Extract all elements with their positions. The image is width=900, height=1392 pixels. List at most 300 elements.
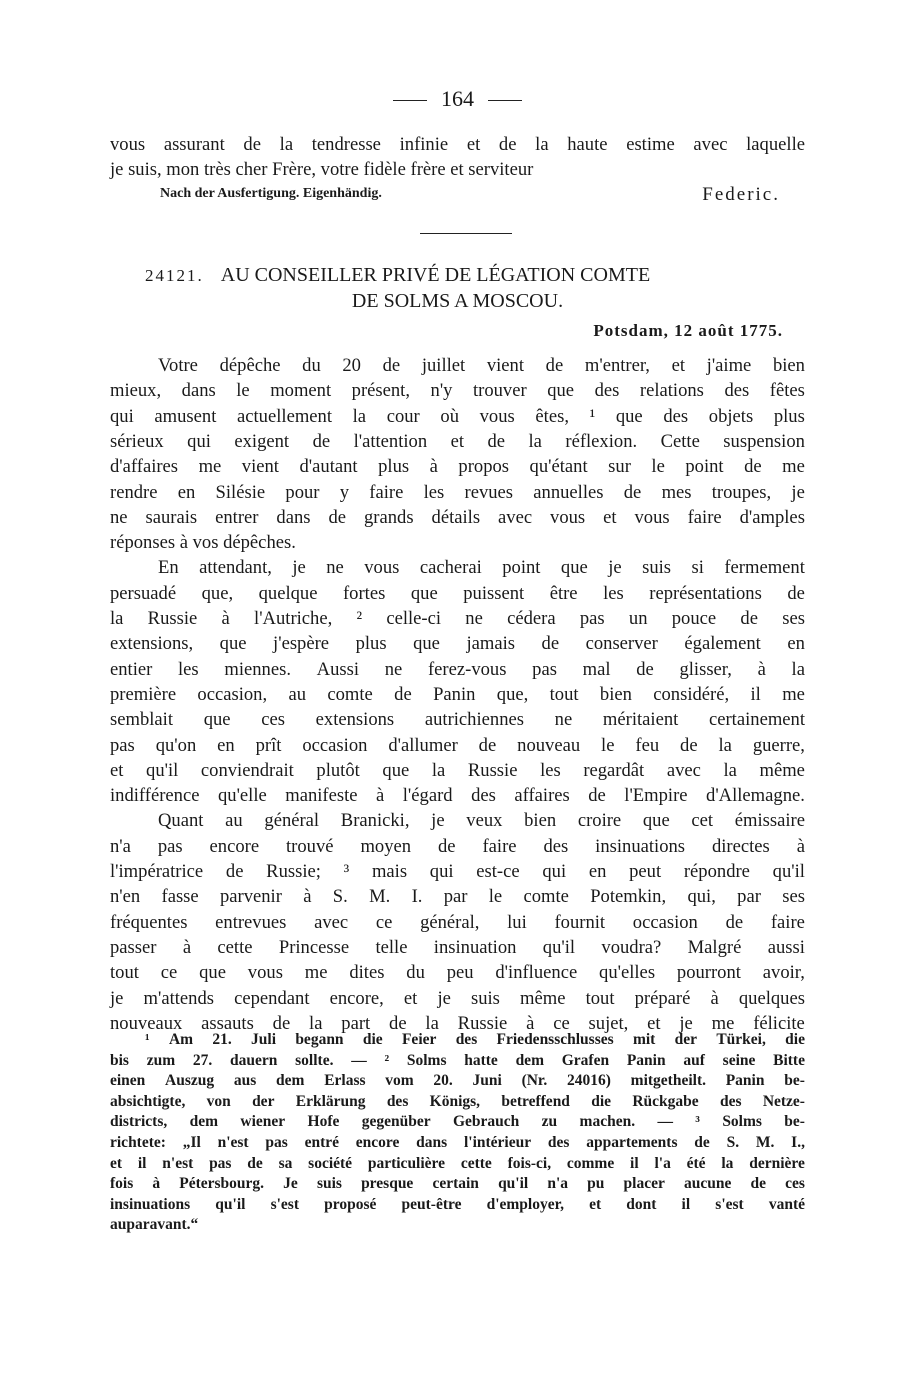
word: feu xyxy=(635,734,660,756)
body-line xyxy=(110,632,805,656)
word: le xyxy=(601,734,615,756)
word: occasion xyxy=(302,734,368,756)
source-note-row xyxy=(160,184,780,205)
word: croire xyxy=(577,810,622,832)
word: S. xyxy=(332,886,348,908)
word: En xyxy=(158,557,179,579)
word: tendresse xyxy=(311,134,381,155)
word: qu'étant xyxy=(529,456,588,478)
word: ² xyxy=(384,1051,390,1069)
word: faire xyxy=(687,506,722,528)
word: pas xyxy=(157,835,183,857)
word: Erklärung xyxy=(295,1092,366,1110)
footnote-line: auparavant.“ xyxy=(110,1216,199,1234)
word: Branicki, xyxy=(340,810,410,832)
word: conviendrait xyxy=(200,759,294,781)
word: der xyxy=(674,1031,698,1048)
page-header xyxy=(110,86,805,112)
word: celle-ci xyxy=(386,608,442,629)
word: faire xyxy=(369,481,404,503)
word: Auszug xyxy=(165,1072,215,1090)
word: von xyxy=(206,1092,231,1110)
word: et xyxy=(603,506,617,528)
word: Silésie xyxy=(215,481,266,503)
word: que xyxy=(382,759,410,781)
word: d'employer, xyxy=(486,1195,564,1213)
word: aucune xyxy=(684,1175,732,1193)
word: objets xyxy=(708,405,754,427)
word: fêtes xyxy=(769,380,805,402)
word: mais xyxy=(371,861,408,882)
word: Princesse xyxy=(278,936,350,958)
body-line xyxy=(110,506,805,530)
word: même xyxy=(759,759,805,781)
word: ce xyxy=(160,962,178,984)
word: au xyxy=(288,683,307,705)
word: vient xyxy=(241,456,279,478)
word: dem xyxy=(276,1072,305,1090)
word: entré xyxy=(304,1133,339,1151)
word: ¹ xyxy=(145,1031,150,1048)
word: ferez-vous xyxy=(427,658,507,680)
word: occasion xyxy=(632,911,698,933)
word: juillet xyxy=(421,355,466,376)
word: passer xyxy=(110,936,157,958)
word: mit xyxy=(632,1031,656,1048)
word: ce xyxy=(553,1012,570,1034)
body-line xyxy=(110,683,805,707)
word: mitgetheilt. xyxy=(630,1072,706,1090)
word: par xyxy=(737,886,761,908)
word: nouveau xyxy=(517,734,581,756)
word: qui xyxy=(429,861,454,882)
footnote-line xyxy=(110,1030,805,1051)
word: de xyxy=(389,1012,407,1034)
body-line: réponses à vos dépêches. xyxy=(110,532,296,554)
word: qu'il xyxy=(215,1195,246,1213)
body-line xyxy=(110,708,805,732)
word: dépêche xyxy=(219,355,281,376)
word: dites xyxy=(349,962,385,984)
word: affaires xyxy=(514,785,570,807)
word: directes xyxy=(711,835,770,857)
word: il xyxy=(750,683,761,705)
word: des xyxy=(594,380,620,402)
word: — xyxy=(351,1051,367,1069)
letter-title-line1: AU CONSEILLER PRIVÉ DE LÉGATION COMTE xyxy=(220,264,651,286)
word: dernière xyxy=(749,1154,805,1172)
word: plus xyxy=(773,405,805,427)
word: première xyxy=(110,683,177,705)
word: ces xyxy=(785,1175,805,1193)
footnote-line xyxy=(110,1154,805,1175)
word: d'influence xyxy=(495,962,578,984)
word: cédera xyxy=(507,608,556,629)
word: n'en xyxy=(110,886,141,908)
word: estime xyxy=(626,134,675,155)
word: l'intérieur xyxy=(463,1133,532,1151)
word: Solms xyxy=(722,1113,762,1131)
word: que xyxy=(547,380,575,402)
footnote-line xyxy=(110,1133,805,1154)
word: la xyxy=(721,1154,734,1172)
word: faire xyxy=(482,835,517,857)
word: fois-ci, xyxy=(507,1154,552,1172)
word: les xyxy=(423,481,445,503)
word: est-ce xyxy=(476,861,520,882)
word: bis xyxy=(110,1051,129,1069)
word: dans xyxy=(416,1133,448,1151)
word: général, xyxy=(420,911,480,933)
word: et xyxy=(450,430,465,452)
word: regardât xyxy=(583,759,645,781)
word: en xyxy=(588,861,607,882)
word: de xyxy=(623,481,642,503)
word: de xyxy=(744,456,762,478)
word: ses xyxy=(782,608,805,629)
word: prît xyxy=(255,734,282,756)
word: assurant xyxy=(163,134,225,155)
word: tout xyxy=(110,962,139,984)
word: Rückgabe xyxy=(632,1092,699,1110)
word: pu xyxy=(587,1175,605,1193)
word: occasion, xyxy=(197,683,268,705)
page-number: 164 xyxy=(441,86,474,111)
word: à xyxy=(303,886,312,908)
word: du xyxy=(406,962,425,984)
word: ces xyxy=(261,709,285,731)
word: Pétersbourg. xyxy=(179,1175,265,1193)
word: que xyxy=(203,709,231,731)
word: bien xyxy=(772,355,805,376)
word: où xyxy=(440,405,459,427)
word: die xyxy=(362,1031,383,1048)
word: me xyxy=(198,456,222,478)
word: tout xyxy=(549,683,579,705)
word: me xyxy=(782,456,805,478)
source-note: Nach der Ausfertigung. Eigenhändig. xyxy=(160,186,382,201)
word: auf xyxy=(683,1051,705,1069)
word: de xyxy=(394,683,412,705)
body-line xyxy=(110,911,805,935)
word: des xyxy=(543,835,569,857)
word: n'est xyxy=(217,1133,249,1151)
word: gegenüber xyxy=(361,1113,431,1131)
word: et xyxy=(589,1195,602,1213)
word: j'aime xyxy=(706,355,752,376)
word: actuellement xyxy=(237,405,332,427)
word: appartements xyxy=(586,1133,678,1151)
word: suis xyxy=(470,987,500,1009)
word: la xyxy=(110,608,124,629)
word: ce xyxy=(375,911,393,933)
word: la xyxy=(535,134,549,155)
word: que xyxy=(615,405,643,427)
word: fréquentes xyxy=(110,911,188,933)
word: Juli xyxy=(251,1031,277,1048)
word: vanté xyxy=(768,1195,805,1213)
word: je xyxy=(437,987,451,1009)
word: des xyxy=(455,1031,478,1048)
word: glisser, xyxy=(679,658,732,680)
word: sujet, xyxy=(588,1012,629,1034)
footnote-line xyxy=(110,1092,805,1113)
word: Potemkin, xyxy=(590,886,667,908)
word: et xyxy=(466,134,481,155)
word: 21. xyxy=(212,1031,232,1048)
word: des xyxy=(386,1092,409,1110)
word: nouveaux xyxy=(110,1012,183,1034)
word: détails xyxy=(431,506,481,528)
footnote-line xyxy=(110,1051,805,1072)
word: cour xyxy=(386,405,420,427)
opening-line xyxy=(110,133,805,157)
word: vous xyxy=(550,506,586,528)
word: 24016) xyxy=(567,1072,611,1090)
word: de xyxy=(247,1154,263,1172)
word: qu'il xyxy=(542,936,576,958)
word: 27. xyxy=(192,1051,213,1069)
body-line xyxy=(110,784,805,808)
word: die xyxy=(591,1092,612,1110)
word: en xyxy=(787,633,805,655)
word: qu'elles xyxy=(599,962,656,984)
word: sur xyxy=(608,456,631,478)
word: cependant xyxy=(234,987,310,1009)
word: I. xyxy=(411,886,423,908)
word: extensions, xyxy=(110,633,194,655)
word: betreffend xyxy=(501,1092,570,1110)
word: annuelles xyxy=(533,481,604,503)
word: semblait xyxy=(110,709,173,731)
word: de xyxy=(588,785,606,807)
word: qui xyxy=(110,405,134,427)
word: qu'on xyxy=(155,734,197,756)
word: dem xyxy=(515,1051,544,1069)
word: avoir, xyxy=(762,962,805,984)
word: avec xyxy=(498,506,533,528)
word: de xyxy=(487,430,506,452)
body-line xyxy=(158,354,805,378)
word: à xyxy=(182,936,192,958)
word: mes xyxy=(661,481,692,503)
word: d'affaires xyxy=(110,456,179,478)
word: qui xyxy=(542,861,567,882)
word: représentations xyxy=(649,582,762,604)
word: Am xyxy=(168,1031,194,1048)
word: dans xyxy=(276,506,311,528)
word: l'attention xyxy=(353,430,428,452)
word: du xyxy=(302,355,321,376)
word: ne xyxy=(554,709,573,731)
word: lui xyxy=(507,911,527,933)
word: tout xyxy=(585,987,615,1009)
word: et xyxy=(403,987,418,1009)
word: me xyxy=(782,683,805,705)
word: voudra? xyxy=(601,936,662,958)
word: ne xyxy=(326,557,344,579)
word: que, xyxy=(201,582,234,604)
word: préparé xyxy=(634,987,691,1009)
word: dans xyxy=(181,380,216,402)
word: de xyxy=(437,835,456,857)
body-line xyxy=(110,987,805,1011)
word: Grafen xyxy=(561,1051,610,1069)
word: général xyxy=(264,810,320,832)
word: de xyxy=(272,1012,291,1034)
word: Je xyxy=(283,1175,298,1193)
word: assauts xyxy=(201,1012,254,1034)
word: aus xyxy=(233,1072,257,1090)
body-line xyxy=(110,379,805,403)
word: quelques xyxy=(738,987,805,1009)
word: faire xyxy=(770,911,805,933)
word: présent, xyxy=(351,380,410,402)
word: je xyxy=(791,481,805,503)
word: cacherai xyxy=(419,557,482,579)
word: la xyxy=(352,405,367,427)
word: „Il xyxy=(182,1133,201,1151)
word: réflexion. xyxy=(565,430,638,452)
word: d'autant xyxy=(299,456,358,478)
letter-title-line2: DE SOLMS A MOSCOU. xyxy=(351,290,564,312)
word: entrevues xyxy=(215,911,287,933)
word: troupes, xyxy=(711,481,772,503)
word: hatte xyxy=(464,1051,498,1069)
word: que xyxy=(413,633,440,655)
word: peut-être xyxy=(401,1195,462,1213)
word: m'attends xyxy=(143,987,215,1009)
word: le xyxy=(651,456,665,478)
word: qu'il xyxy=(498,1175,529,1193)
word: propos xyxy=(458,456,510,478)
word: sa xyxy=(278,1154,293,1172)
word: quelque xyxy=(258,582,318,604)
word: jamais xyxy=(466,633,515,655)
word: avec xyxy=(666,759,701,781)
word: miennes. xyxy=(224,658,291,680)
word: en xyxy=(217,734,235,756)
word: l'impératrice xyxy=(110,861,204,882)
body-line xyxy=(110,885,805,909)
word: si xyxy=(691,557,704,579)
word: seine xyxy=(722,1051,756,1069)
word: cette xyxy=(460,1154,492,1172)
word: n'y xyxy=(430,380,453,402)
body-line xyxy=(110,430,805,454)
word: Hofe xyxy=(307,1113,340,1131)
word: un xyxy=(628,608,648,629)
word: be- xyxy=(784,1072,805,1090)
word: Malgré xyxy=(687,936,742,958)
word: répondre xyxy=(683,861,750,882)
word: rendre xyxy=(110,481,158,503)
word: de xyxy=(498,134,517,155)
word: Netze- xyxy=(762,1092,805,1110)
word: Königs, xyxy=(429,1092,481,1110)
word: à xyxy=(796,835,805,857)
word: je xyxy=(679,1012,693,1034)
word: s'est xyxy=(270,1195,299,1213)
word: parvenir xyxy=(219,886,282,908)
word: amusent xyxy=(154,405,217,427)
word: y xyxy=(339,481,350,503)
word: vient xyxy=(486,355,525,376)
word: indifférence xyxy=(110,785,200,807)
word: ³ xyxy=(695,1113,700,1131)
word: n'a xyxy=(547,1175,569,1193)
word: 20 xyxy=(342,355,361,376)
word: que xyxy=(410,582,438,604)
body-line xyxy=(110,835,805,859)
word: il xyxy=(681,1195,691,1213)
word: aussi xyxy=(767,936,805,958)
word: d'allumer xyxy=(388,734,458,756)
word: avec xyxy=(314,911,349,933)
word: à xyxy=(710,987,719,1009)
word: Quant xyxy=(158,810,204,832)
word: Juni xyxy=(472,1072,502,1090)
word: entrer xyxy=(215,506,259,528)
word: et xyxy=(110,759,124,781)
word: bien xyxy=(599,683,632,705)
word: et xyxy=(671,355,686,376)
word: fermement xyxy=(724,557,805,579)
word: revues xyxy=(464,481,514,503)
word: mieux, xyxy=(110,380,162,402)
header-dash-left xyxy=(393,100,427,101)
word: suspension xyxy=(723,430,805,452)
word: que xyxy=(642,810,670,832)
word: Russie; xyxy=(266,861,321,882)
word: vous xyxy=(364,557,400,579)
word: certain xyxy=(432,1175,479,1193)
word: pourront xyxy=(676,962,741,984)
word: vom xyxy=(385,1072,414,1090)
word: société xyxy=(308,1154,353,1172)
word: be- xyxy=(784,1113,805,1131)
word: Votre xyxy=(158,355,198,376)
word: été xyxy=(686,1154,706,1172)
word: pour xyxy=(285,481,320,503)
footnote-line xyxy=(110,1112,805,1133)
word: je xyxy=(608,557,622,579)
word: à xyxy=(152,1175,161,1193)
word: de xyxy=(328,506,347,528)
word: les xyxy=(540,759,561,781)
word: il xyxy=(137,1154,147,1172)
word: êtes, xyxy=(535,405,569,427)
body-line xyxy=(110,734,805,758)
word: à xyxy=(221,608,230,629)
word: insinuations xyxy=(595,835,686,857)
word: attendant, xyxy=(199,557,272,579)
word: le xyxy=(488,886,503,908)
word: de xyxy=(541,633,560,655)
word: qu'elle xyxy=(217,785,267,807)
word: ses xyxy=(782,886,805,908)
word: la xyxy=(718,734,732,756)
word: ³ xyxy=(343,861,350,882)
word: de xyxy=(243,134,261,155)
word: ² xyxy=(356,608,363,629)
word: j'espère xyxy=(273,633,330,655)
word: zum xyxy=(146,1051,176,1069)
word: Solms xyxy=(406,1051,447,1069)
word: conserver xyxy=(585,633,658,655)
word: de xyxy=(312,430,331,452)
word: proposé xyxy=(324,1195,377,1213)
